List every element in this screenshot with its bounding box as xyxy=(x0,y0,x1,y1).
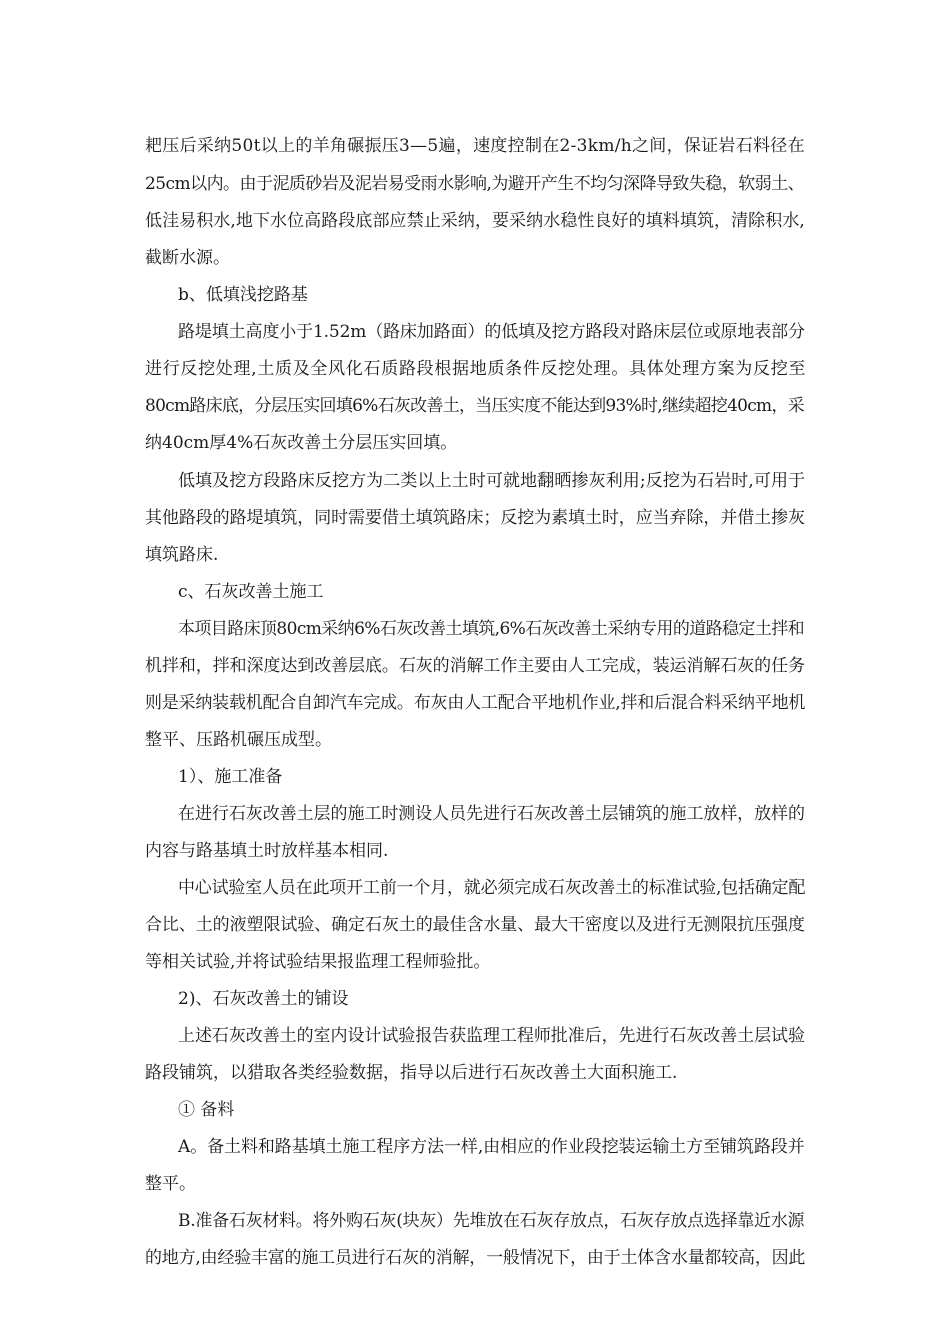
text-line: 机拌和，拌和深度达到改善层底。石灰的消解工作主要由人工完成，装运消解石灰的任务 xyxy=(145,656,805,676)
text-line: 内容与路基填土时放样基本相同. xyxy=(145,841,389,861)
text-line: 耙压后采纳50t以上的羊角碾振压3—5遍，速度控制在2-3km/h之间，保证岩石料径在 xyxy=(145,136,805,156)
text-line: 其他路段的路堤填筑，同时需要借土填筑路床；反挖为素填土时，应当弃除，并借土掺灰 xyxy=(145,508,805,528)
text-line: B.准备石灰材料。将外购石灰(块灰）先堆放在石灰存放点，石灰存放点选择靠近水源 xyxy=(178,1211,805,1231)
text-line: 25cm以内。由于泥质砂岩及泥岩易受雨水影响,为避开产生不均匀深降导致失稳，软弱土、 xyxy=(145,174,805,194)
text-line: A。备土料和路基填土施工程序方法一样,由相应的作业段挖装运输土方至铺筑路段并 xyxy=(178,1137,805,1157)
text-line: 上述石灰改善土的室内设计试验报告获监理工程师批准后，先进行石灰改善土层试验 xyxy=(178,1026,805,1046)
text-line: 纳40cm厚4%石灰改善土分层压实回填。 xyxy=(145,433,458,453)
text-line: 本项目路床顶80cm采纳6%石灰改善土填筑,6%石灰改善土采纳专用的道路稳定土拌和 xyxy=(178,619,805,639)
text-line: 则是采纳装载机配合自卸汽车完成。布灰由人工配合平地机作业,拌和后混合料采纳平地机 xyxy=(145,693,806,713)
text-line: 合比、土的液塑限试验、确定石灰土的最佳含水量、最大干密度以及进行无测限抗压强度 xyxy=(145,915,805,935)
text-line: 等相关试验,并将试验结果报监理工程师验批。 xyxy=(145,952,491,972)
section-heading-c: c、石灰改善土施工 xyxy=(178,582,324,602)
text-line: 低洼易积水,地下水位高路段底部应禁止采纳，要采纳水稳性良好的填料填筑，清除积水, xyxy=(145,211,805,231)
text-line: 整平、压路机碾压成型。 xyxy=(145,730,332,750)
text-line: 截断水源。 xyxy=(145,248,230,268)
section-heading-b: b、低填浅挖路基 xyxy=(178,285,308,305)
text-line: 在进行石灰改善土层的施工时测设人员先进行石灰改善土层铺筑的施工放样，放样的 xyxy=(178,804,805,824)
text-line: 进行反挖处理,土质及全风化石质路段根据地质条件反挖处理。具体处理方案为反挖至 xyxy=(145,359,807,379)
text-line: 整平。 xyxy=(145,1174,196,1194)
text-line: 填筑路床. xyxy=(145,545,219,565)
text-line: 中心试验室人员在此项开工前一个月，就必须完成石灰改善土的标准试验,包括确定配 xyxy=(178,878,806,898)
text-line: 路段铺筑，以猎取各类经验数据，指导以后进行石灰改善土大面积施工. xyxy=(145,1063,678,1083)
section-heading-3: ① 备料 xyxy=(178,1100,235,1120)
text-line: 的地方,由经验丰富的施工员进行石灰的消解，一般情况下，由于土体含水量都较高，因此 xyxy=(145,1248,806,1268)
text-line: 低填及挖方段路床反挖方为二类以上土时可就地翻晒掺灰利用;反挖为石岩时,可用于 xyxy=(178,471,806,491)
text-line: 80cm路床底，分层压实回填6%石灰改善土，当压实度不能达到93%时,继续超挖40cm，采 xyxy=(145,396,804,416)
section-heading-2: 2)、石灰改善土的铺设 xyxy=(178,989,349,1009)
text-line: 路堤填土高度小于1.52m（路床加路面）的低填及挖方路段对路床层位或原地表部分 xyxy=(178,322,805,342)
section-heading-1: 1）、施工准备 xyxy=(178,767,283,787)
